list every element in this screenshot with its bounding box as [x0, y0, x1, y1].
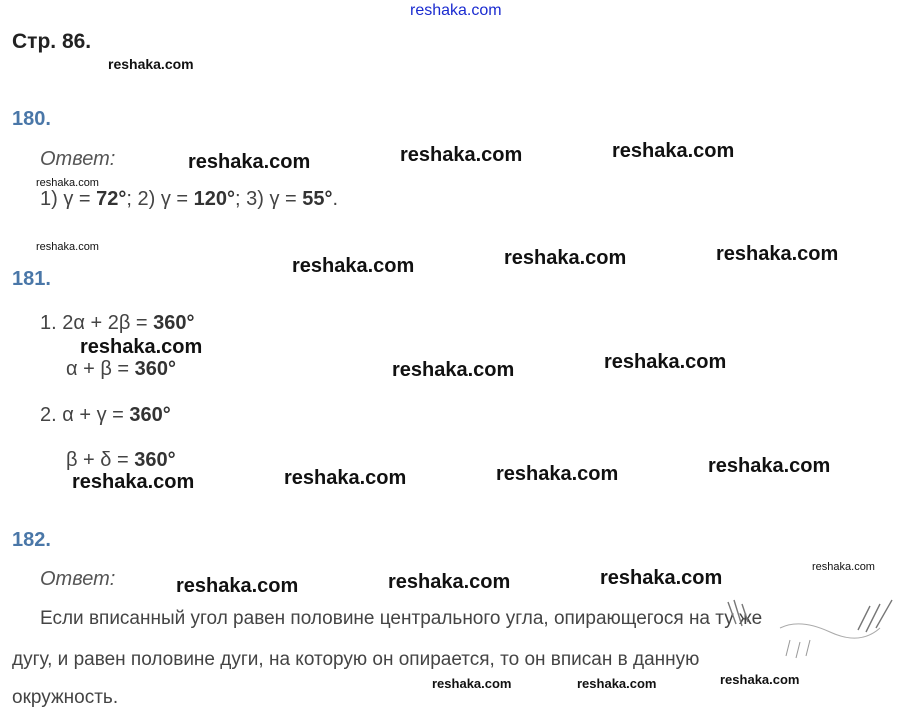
watermark: reshaka.com	[600, 567, 723, 589]
equation-text: β + δ =	[66, 449, 135, 471]
watermark: reshaka.com	[188, 151, 311, 173]
watermark: reshaka.com	[612, 140, 735, 162]
answer-text: ; 2) γ =	[126, 188, 194, 210]
watermark: reshaka.com	[176, 575, 299, 597]
equation-value: 360°	[129, 404, 171, 426]
problem-181-line-1	[40, 312, 195, 335]
watermark: reshaka.com	[716, 243, 839, 265]
watermark: reshaka.com	[432, 676, 512, 691]
answer-value: 72°	[96, 188, 127, 210]
scribble-artifact-icon	[720, 598, 910, 670]
watermark: reshaka.com	[36, 177, 99, 189]
problem-182-text-line-2: дугу, и равен половине дуги, на которую он опирается, то он вписан в данную	[12, 649, 700, 670]
equation-value: 360°	[153, 312, 195, 334]
watermark: reshaka.com	[72, 471, 195, 493]
watermark: reshaka.com	[108, 56, 194, 72]
equation-text: α + β =	[66, 358, 135, 380]
answer-text: 1) γ =	[40, 188, 97, 210]
answer-value: 120°	[193, 188, 236, 210]
problem-181-line-2	[66, 358, 176, 381]
page-reference: Стр. 86.	[12, 30, 92, 53]
watermark: reshaka.com	[504, 247, 627, 269]
problem-181-number: 181.	[12, 268, 51, 290]
problem-180-answer	[40, 188, 338, 211]
answer-text: ; 3) γ =	[235, 188, 303, 210]
watermark: reshaka.com	[400, 144, 523, 166]
problem-180-answer-label: Ответ:	[40, 148, 116, 170]
watermark: reshaka.com	[708, 455, 831, 477]
watermark: reshaka.com	[812, 561, 875, 573]
equation-value: 360°	[134, 449, 176, 471]
problem-181-line-3	[40, 404, 171, 427]
watermark: reshaka.com	[36, 241, 99, 253]
answer-text: .	[332, 188, 339, 210]
problem-182-answer-label: Ответ:	[40, 568, 116, 590]
watermark: reshaka.com	[720, 672, 800, 687]
problem-182-number: 182.	[12, 529, 51, 551]
watermark: reshaka.com	[80, 336, 203, 358]
problem-180-number: 180.	[12, 108, 51, 130]
watermark: reshaka.com	[388, 571, 511, 593]
site-header-link[interactable]: reshaka.com	[410, 2, 502, 19]
equation-value: 360°	[134, 358, 177, 380]
watermark: reshaka.com	[496, 463, 619, 485]
answer-value: 55°	[302, 188, 333, 210]
problem-182-text-line-1: Если вписанный угол равен половине центрального угла, опирающегося на ту же	[40, 608, 763, 629]
equation-text: 1. 2α + 2β =	[40, 312, 154, 334]
problem-182-text-line-3: окружность.	[12, 687, 119, 708]
problem-181-line-4	[66, 449, 176, 472]
watermark: reshaka.com	[604, 351, 727, 373]
watermark: reshaka.com	[284, 467, 407, 489]
watermark: reshaka.com	[392, 359, 515, 381]
watermark: reshaka.com	[292, 255, 415, 277]
equation-text: 2. α + γ =	[40, 404, 130, 426]
watermark: reshaka.com	[577, 676, 657, 691]
